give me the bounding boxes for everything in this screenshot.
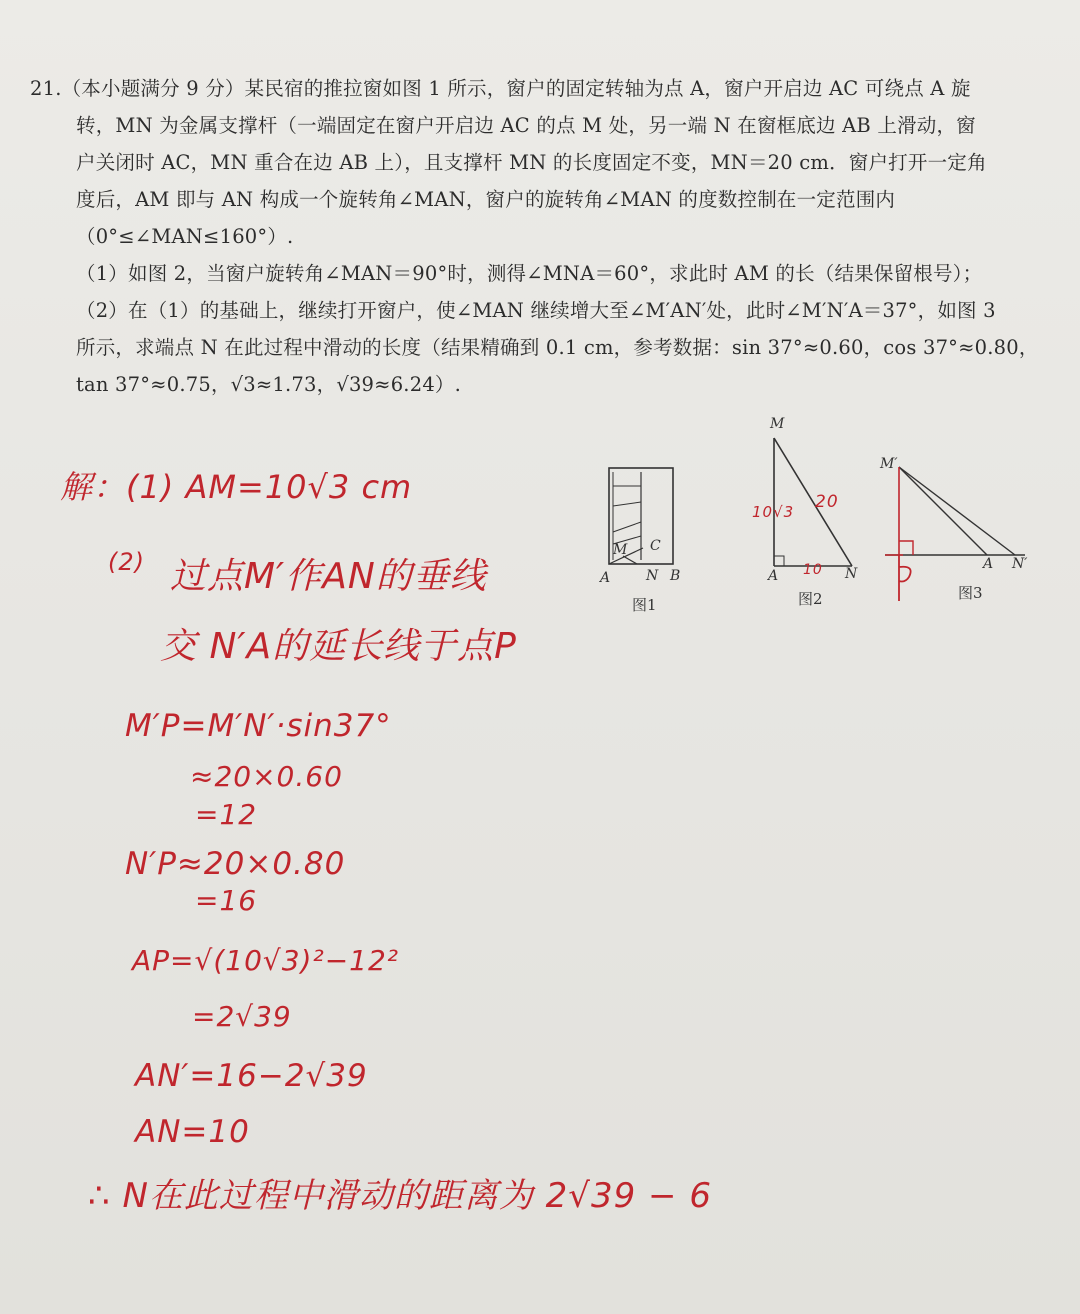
- step-mp-formula: M′P=M′N′·sin37°: [125, 708, 392, 744]
- fig1-caption: 图1: [632, 596, 657, 614]
- step-an-prime: AN′=16−2√39: [135, 1058, 368, 1094]
- fig3-point-n: N′: [1012, 556, 1028, 572]
- fig3-caption: 图3: [958, 584, 983, 602]
- question-text: [30, 70, 1040, 403]
- fig3-point-a: A: [983, 556, 994, 572]
- step-np-formula: N′P≈20×0.80: [125, 846, 346, 882]
- question-line-8: 所示，求端点 N 在此过程中滑动的长度（结果精确到 0.1 cm，参考数据：sin 37°≈0.60，cos 37°≈0.80，: [76, 336, 1039, 359]
- question-line-4: 度后，AM 即与 AN 构成一个旋转角∠MAN，窗户的旋转角∠MAN 的度数控制在一定范围内: [76, 188, 896, 211]
- question-part-1: （1）如图 2，当窗户旋转角∠MAN＝90°时，测得∠MNA＝60°，求此时 AM 的长（结果保留根号）；: [76, 262, 983, 285]
- figure-3: [875, 455, 1035, 605]
- question-line-5: （0°≤∠MAN≤160°）.: [76, 225, 294, 248]
- fig1-point-n: N: [646, 568, 659, 584]
- step-ap-formula: AP=√(10√3)²−12²: [132, 944, 400, 977]
- step-mp-result: =12: [195, 798, 258, 831]
- step-np-result: =16: [195, 884, 258, 917]
- fig2-annotation-mn: 20: [815, 492, 839, 512]
- fig1-point-m: M: [613, 542, 628, 558]
- question-line-2: 转，MN 为金属支撑杆（一端固定在窗户开启边 AC 的点 M 处，另一端 N 在窗框底边 AB 上滑动，窗: [76, 114, 976, 137]
- figure-1: [595, 462, 695, 582]
- question-line-9: tan 37°≈0.75，√3≈1.73，√39≈6.24）.: [76, 373, 462, 396]
- answer-part-2-line-1: 过点M′作AN的垂线: [170, 556, 487, 597]
- answer-part-2-label: (2): [108, 548, 145, 576]
- fig2-caption: 图2: [798, 590, 823, 608]
- fig2-point-n: N: [845, 566, 858, 582]
- question-part-2: （2）在（1）的基础上，继续打开窗户，使∠MAN 继续增大至∠M′AN′处，此时∠M′N′A＝37°，如图 3: [76, 299, 996, 322]
- answer-part-2-line-2: 交 N′A的延长线于点P: [160, 626, 517, 667]
- fig1-point-a: A: [600, 570, 611, 586]
- fig1-point-b: B: [670, 568, 681, 584]
- fig2-annotation-an: 10: [803, 562, 823, 578]
- fig1-point-c: C: [650, 538, 661, 554]
- fig2-point-m: M: [770, 416, 785, 432]
- question-line-1: 21.（本小题满分 9 分）某民宿的推拉窗如图 1 所示，窗户的固定转轴为点 A，窗户开启边 AC 可绕点 A 旋: [30, 77, 971, 100]
- answer-part-1: 解：(1) AM=10√3 cm: [60, 468, 413, 506]
- question-line-3: 户关闭时 AC，MN 重合在边 AB 上），且支撑杆 MN 的长度固定不变，MN＝20 cm．窗户打开一定角: [76, 151, 987, 174]
- final-conclusion: ∴ N在此过程中滑动的距离为 2√39 − 6: [88, 1176, 712, 1216]
- fig2-annotation-am: 10√3: [752, 503, 795, 521]
- step-ap-result: =2√39: [192, 1000, 292, 1033]
- step-mp-substitute: ≈20×0.60: [190, 760, 343, 793]
- fig2-point-a: A: [768, 568, 779, 584]
- fig3-point-m: M′: [880, 456, 898, 472]
- step-an: AN=10: [135, 1114, 250, 1150]
